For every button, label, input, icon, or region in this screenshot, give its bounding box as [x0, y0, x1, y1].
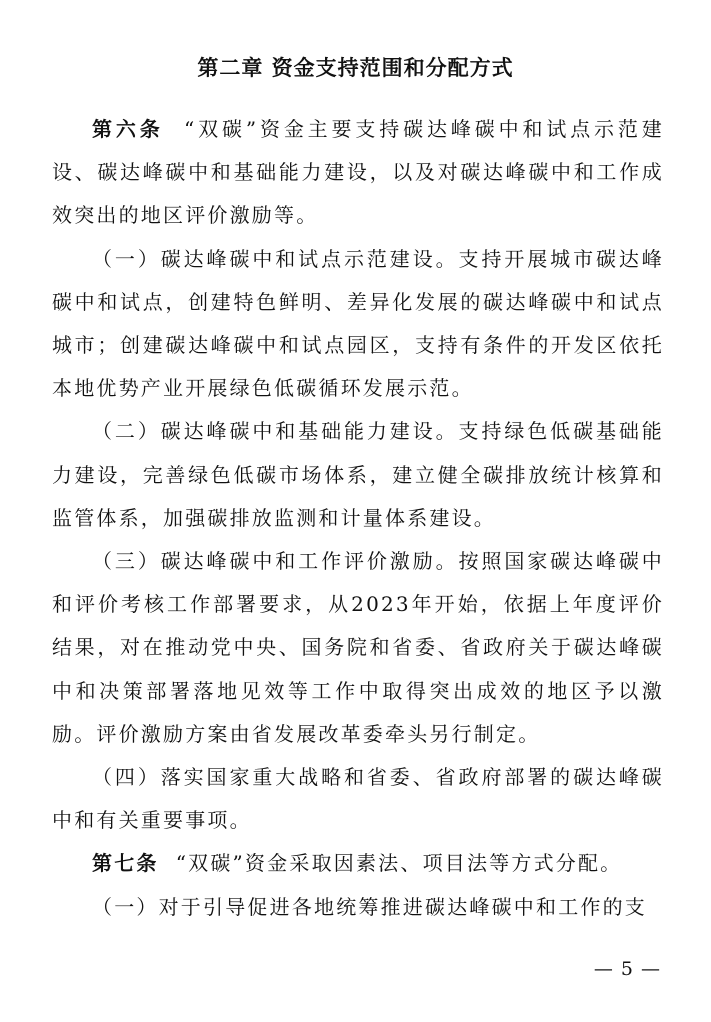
paragraph-text: “双碳”资金主要支持碳达峰碳中和试点示范建设、碳达峰碳中和基础能力建设，以及对碳达峰碳中和工作成效突出的地区评价激励等。: [52, 117, 664, 228]
paragraph-item-2: [52, 410, 664, 540]
paragraph-text: “双碳”资金采取因素法、项目法等方式分配。: [175, 851, 623, 876]
paragraph-text: （四）落实国家重大战略和省委、省政府部署的碳达峰碳中和有关重要事项。: [52, 765, 664, 833]
paragraph-item-5: [52, 886, 664, 929]
body-text: [52, 108, 664, 929]
article-label: 第七条: [92, 851, 159, 876]
chapter-title: 第二章 资金支持范围和分配方式: [197, 56, 514, 80]
paragraph-item-3: [52, 540, 664, 756]
paragraph-text: （一）对于引导促进各地统筹推进碳达峰碳中和工作的支: [92, 894, 647, 919]
paragraph-text: （一）碳达峰碳中和试点示范建设。支持开展城市碳达峰碳中和试点，创建特色鲜明、差异化发展的碳达峰碳中和试点城市；创建碳达峰碳中和试点园区，支持有条件的开发区依托本地优势产业开展绿色低碳循环发展示范。: [52, 246, 664, 401]
paragraph-article-7: [52, 842, 664, 885]
article-label: 第六条: [92, 117, 164, 141]
paragraph-item-4: [52, 756, 664, 842]
paragraph-item-1: [52, 238, 664, 411]
paragraph-text: （三）碳达峰碳中和工作评价激励。按照国家碳达峰碳中和评价考核工作部署要求，从2023年开始，依据上年度评价结果，对在推动党中央、国务院和省委、省政府关于碳达峰碳中和决策部署落地见效等工作中取得突出成效的地区予以激励。评价激励方案由省发展改革委牵头另行制定。: [52, 549, 664, 746]
paragraph-text: （二）碳达峰碳中和基础能力建设。支持绿色低碳基础能力建设，完善绿色低碳市场体系，建立健全碳排放统计核算和监管体系，加强碳排放监测和计量体系建设。: [52, 419, 664, 530]
paragraph-article-6: [52, 108, 664, 238]
page-number: — 5 —: [593, 958, 661, 980]
